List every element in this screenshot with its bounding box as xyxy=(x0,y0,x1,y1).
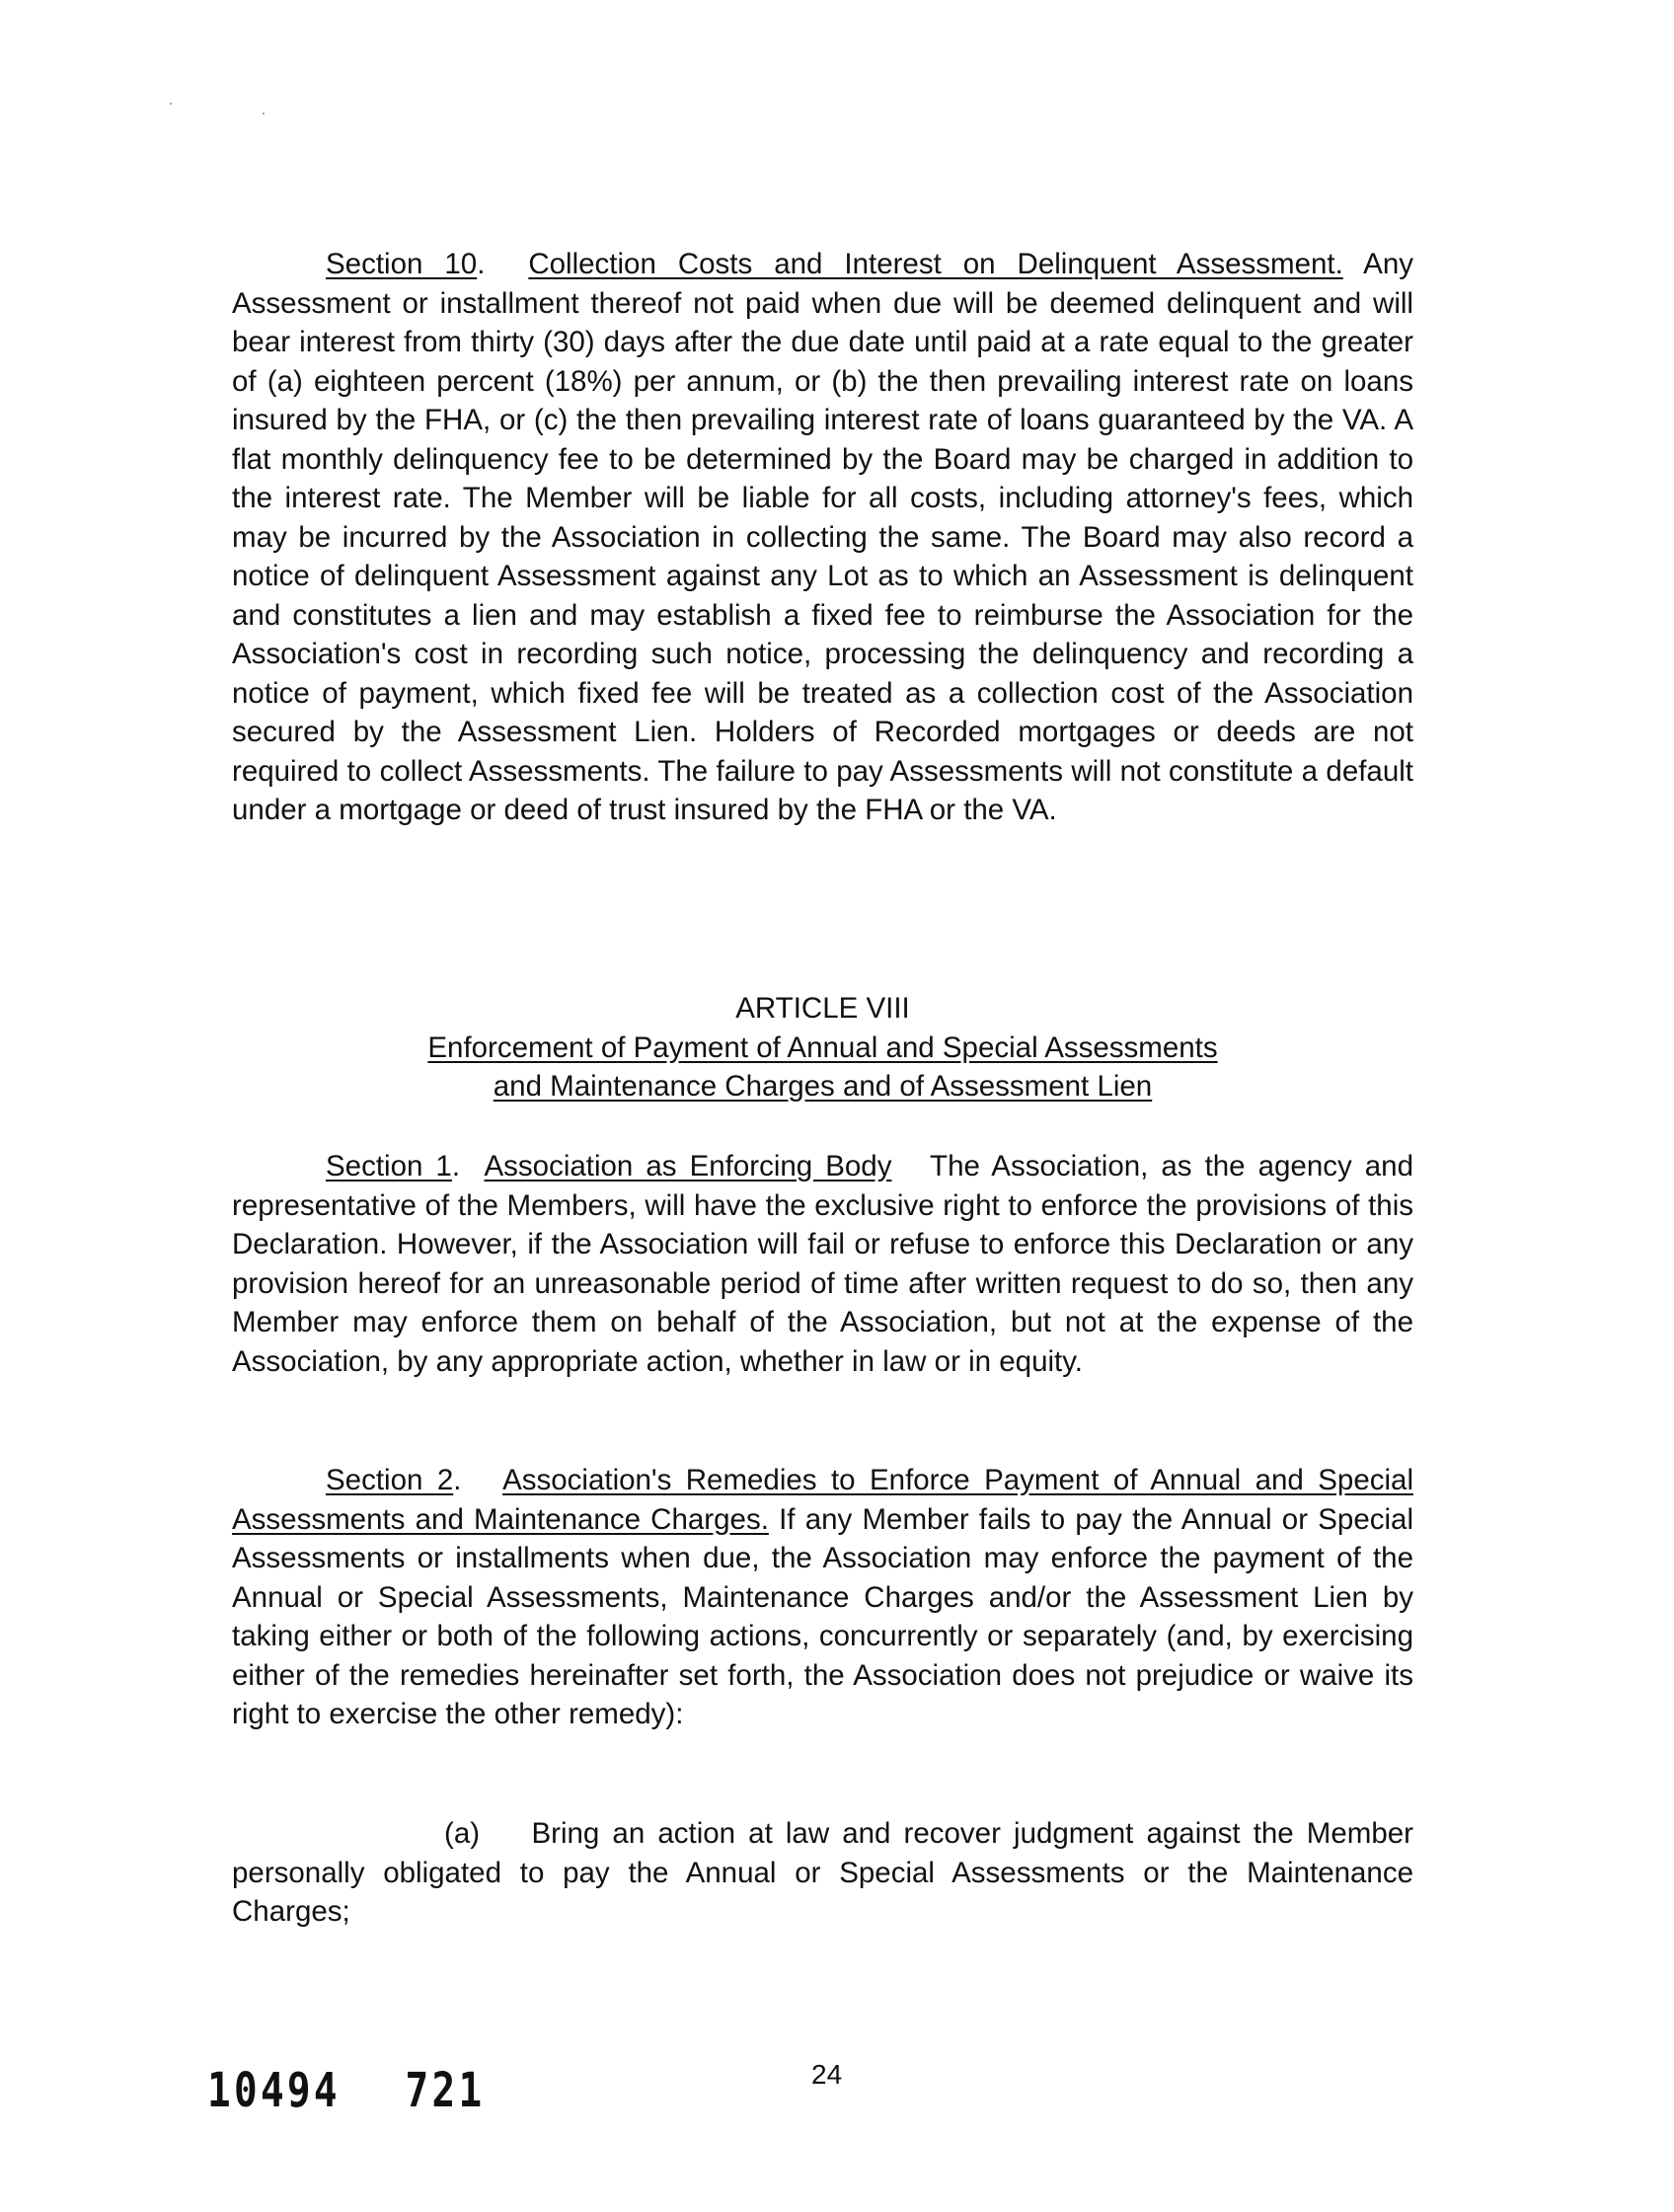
item-a-paragraph xyxy=(232,1814,1413,1932)
section-2-label: Section 2 xyxy=(326,1464,454,1496)
item-a-body: Bring an action at law and recover judgment against the Member personally obligated to pay the Annual or Special Assessments or the Maintenance Charges; xyxy=(232,1817,1413,1928)
stamp-page: 721 xyxy=(405,2063,486,2118)
recording-stamp xyxy=(207,2063,485,2118)
article-number: ARTICLE VIII xyxy=(735,992,910,1025)
section-1-body: The Association, as the agency and representative of the Members, will have the exclusive right to enforce the provisions of this Declaration. However, if the Association will fail or refuse to enforce this Declaration or any provision hereof for an unreasonable period of time after written request to do so, then any Member may enforce them on behalf of the Association, but not at the expense of the Association, by any appropriate action, whether in law or in equity. xyxy=(232,1150,1413,1378)
scan-speck xyxy=(170,103,172,105)
article-title-line-1: Enforcement of Payment of Annual and Special Assessments xyxy=(427,1030,1218,1064)
page-number: 24 xyxy=(811,2059,843,2090)
section-1-title: Association as Enforcing Body xyxy=(484,1150,892,1182)
scan-speck xyxy=(263,113,265,114)
section-2-paragraph: Section 2. Association's Remedies to Enforce Payment of Annual and Special Assessments and Maintenance Charges. If any Member fails to pay the Annual or Special Assessments or installments when due, the Association may enforce the payment of the Annual or Special Assessments, Maintenance Charges and/or the Assessment Lien by taking either or both of the following actions, concurrently or separately (and, by exercising either of the remedies hereinafter set forth, the Association does not prejudice or waive its right to exercise the other remedy): xyxy=(232,1464,1413,1730)
section-10-label: Section 10 xyxy=(326,248,478,280)
section-1-paragraph: Section 1. Association as Enforcing Body The Association, as the agency and representative of the Members, will have the exclusive right to enforce the provisions of this Declaration. However, if the Association will fail or refuse to enforce this Declaration or any provision hereof for an unreasonable period of time after written request to do so, then any Member may enforce them on behalf of the Association, but not at the expense of the Association, by any appropriate action, whether in law or in equity. xyxy=(232,1150,1413,1378)
article-heading-block xyxy=(232,989,1413,1106)
item-a-marker: (a) xyxy=(444,1817,481,1850)
section-10-title: Collection Costs and Interest on Delinquent Assessment. xyxy=(528,248,1343,280)
section-10-body: Any Assessment or installment thereof not paid when due will be deemed delinquent and will bear interest from thirty (30) days after the due date until paid at a rate equal to the greater of (a) eighteen percent (18%) per annum, or (b) the then prevailing interest rate on loans insured by the FHA, or (c) the then prevailing interest rate of loans guaranteed by the VA. A flat monthly delinquency fee to be determined by the Board may be charged in addition to the interest rate. The Member will be liable for all costs, including attorney's fees, which may be incurred by the Association in collecting the same. The Board may also record a notice of delinquent Assessment against any Lot as to which an Assessment is delinquent and constitutes a lien and may establish a fixed fee to reimburse the Association for the Association's cost in recording such notice, processing the delinquency and recording a notice of payment, which fixed fee will be treated as a collection cost of the Association secured by the Assessment Lien. Holders of Recorded mortgages or deeds are not required to collect Assessments. The failure to pay Assessments will not constitute a default under a mortgage or deed of trust insured by the FHA or the VA. xyxy=(232,248,1413,826)
section-1-label: Section 1 xyxy=(326,1150,452,1182)
section-2-title: Association's Remedies to Enforce Payment of Annual and Special Assessments and Maintenance Charges. xyxy=(232,1464,1413,1536)
section-2-body: If any Member fails to pay the Annual or Special Assessments or installments when due, the Association may enforce the payment of the Annual or Special Assessments, Maintenance Charges and/or the Assessment Lien by taking either or both of the following actions, concurrently or separately (and, by exercising either of the remedies hereinafter set forth, the Association does not prejudice or waive its right to exercise the other remedy): xyxy=(232,1502,1413,1730)
stamp-volume: 10494 xyxy=(207,2063,341,2118)
section-10-paragraph: Section 10. Collection Costs and Interest on Delinquent Assessment. Any Assessment or installment thereof not paid when due will be deemed delinquent and will bear interest from thirty (30) days after the due date until paid at a rate equal to the greater of (a) eighteen percent (18%) per annum, or (b) the then prevailing interest rate on loans insured by the FHA, or (c) the then prevailing interest rate of loans guaranteed by the VA. A flat monthly delinquency fee to be determined by the Board may be charged in addition to the interest rate. The Member will be liable for all costs, including attorney's fees, which may be incurred by the Association in collecting the same. The Board may also record a notice of delinquent Assessment against any Lot as to which an Assessment is delinquent and constitutes a lien and may establish a fixed fee to reimburse the Association for the Association's cost in recording such notice, processing the delinquency and recording a notice of payment, which fixed fee will be treated as a collection cost of the Association secured by the Assessment Lien. Holders of Recorded mortgages or deeds are not required to collect Assessments. The failure to pay Assessments will not constitute a default under a mortgage or deed of trust insured by the FHA or the VA. xyxy=(232,248,1413,826)
article-title-line-2: and Maintenance Charges and of Assessment Lien xyxy=(493,1070,1153,1103)
